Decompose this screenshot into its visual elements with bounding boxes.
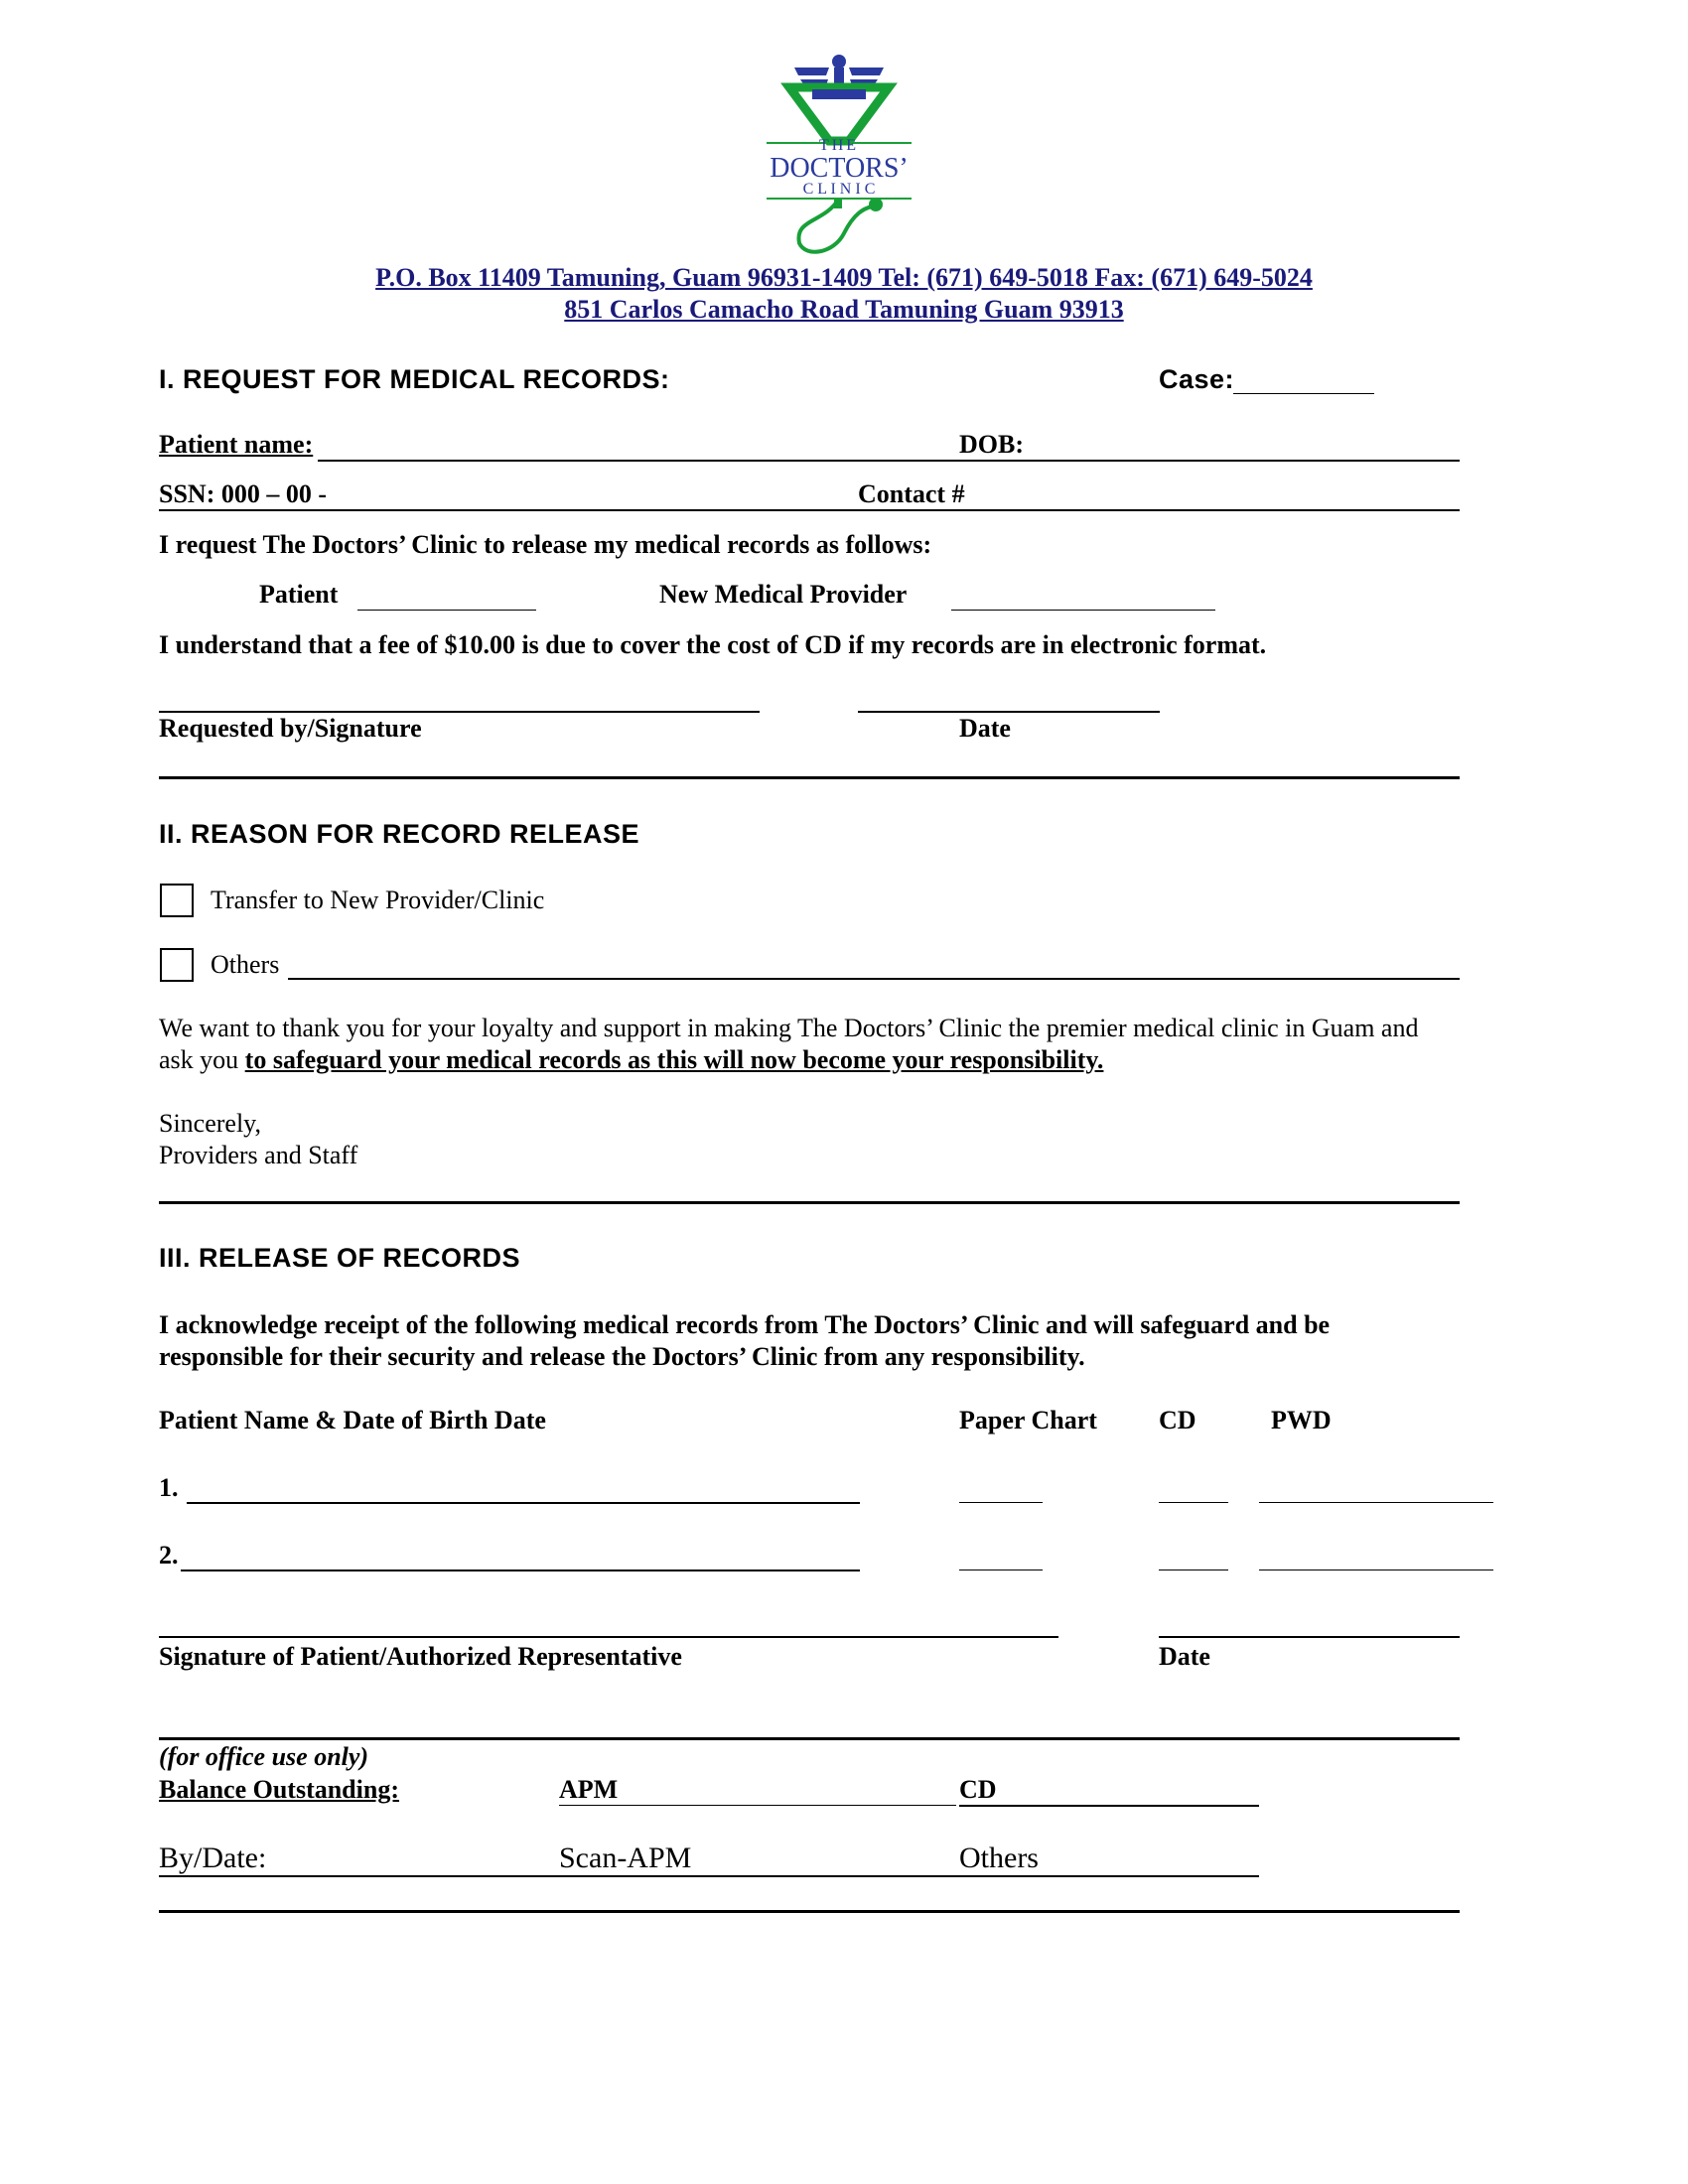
column-header-pwd: PWD	[1271, 1406, 1332, 1434]
patient-name-field[interactable]	[318, 460, 953, 462]
column-header-paper: Paper Chart	[959, 1406, 1097, 1434]
ssn-field[interactable]	[159, 509, 1460, 511]
patient-date-label: Date	[1159, 1642, 1210, 1671]
address-line-2: 851 Carlos Camacho Road Tamuning Guam 93913	[564, 295, 1124, 324]
office-cd-label: CD	[959, 1775, 997, 1804]
provider-option-field[interactable]	[951, 610, 1215, 611]
patient-date-field[interactable]	[1159, 1636, 1460, 1638]
records-row-1-pwd-field[interactable]	[1259, 1502, 1493, 1503]
logo-text-doctors: DOCTORS’	[770, 153, 909, 184]
records-row-1-paper-field[interactable]	[959, 1502, 1043, 1503]
dob-label: DOB:	[959, 430, 1024, 459]
contact-label: Contact #	[858, 479, 965, 508]
section-divider	[159, 1737, 1460, 1740]
office-cd-field[interactable]	[959, 1805, 1259, 1807]
apm-field[interactable]	[559, 1805, 956, 1806]
patient-option-field[interactable]	[357, 610, 536, 611]
logo-text-the: THE	[818, 137, 860, 154]
transfer-option-label: Transfer to New Provider/Clinic	[211, 886, 545, 914]
office-others-label: Others	[959, 1842, 1039, 1874]
section-divider	[159, 776, 1460, 779]
dob-field[interactable]	[953, 460, 1460, 462]
patient-signature-label: Signature of Patient/Authorized Representative	[159, 1642, 682, 1671]
column-header-cd: CD	[1159, 1406, 1196, 1434]
patient-signature-field[interactable]	[159, 1636, 1058, 1638]
safeguard-prefix: ask you	[159, 1045, 245, 1074]
thanks-text: We want to thank you for your loyalty and support in making The Doctors’ Clinic the premier medical clinic in Guam and	[159, 1014, 1419, 1042]
safeguard-text	[159, 1045, 1103, 1075]
others-field[interactable]	[288, 978, 1460, 980]
records-row-1-number: 1.	[159, 1473, 179, 1502]
section-divider	[159, 1201, 1460, 1204]
column-header-name: Patient Name & Date of Birth Date	[159, 1406, 546, 1434]
clinic-logo	[755, 50, 923, 258]
patient-name-label: Patient name:	[159, 430, 314, 459]
address-line-1: P.O. Box 11409 Tamuning, Guam 96931-1409 Tel: (671) 649-5018 Fax: (671) 649-5024	[375, 263, 1313, 292]
patient-option-label: Patient	[259, 580, 339, 609]
section3-title: III. RELEASE OF RECORDS	[159, 1243, 521, 1273]
others-checkbox[interactable]	[160, 948, 194, 982]
requested-by-label: Requested by/Signature	[159, 714, 422, 743]
case-label: Case:	[1159, 364, 1235, 394]
transfer-checkbox[interactable]	[160, 884, 194, 917]
records-row-1-name-field[interactable]	[187, 1502, 860, 1504]
closing-signoff: Providers and Staff	[159, 1141, 358, 1169]
section-divider	[159, 1910, 1460, 1913]
office-use-note: (for office use only)	[159, 1742, 369, 1771]
records-row-1-cd-field[interactable]	[1159, 1502, 1228, 1503]
acknowledgment-line-1: I acknowledge receipt of the following medical records from The Doctors’ Clinic and will safeguard and be	[159, 1310, 1331, 1339]
others-option-label: Others	[211, 950, 280, 979]
records-row-2-name-field[interactable]	[181, 1570, 860, 1571]
case-field[interactable]	[1233, 393, 1374, 394]
by-date-field[interactable]	[159, 1875, 1259, 1877]
records-row-2-number: 2.	[159, 1541, 179, 1570]
logo-text-clinic: C L I N I C	[802, 181, 876, 198]
acknowledgment-line-2: responsible for their security and release the Doctors’ Clinic from any responsibility.	[159, 1342, 1085, 1371]
closing-sincerely: Sincerely,	[159, 1109, 261, 1138]
release-request-text: I request The Doctors’ Clinic to release my medical records as follows:	[159, 530, 932, 559]
scan-apm-label: Scan-APM	[559, 1842, 692, 1874]
provider-option-label: New Medical Provider	[659, 580, 908, 609]
date-label: Date	[959, 714, 1011, 743]
safeguard-emphasis: to safeguard your medical records as this will now become your responsibility.	[244, 1045, 1104, 1074]
signature-field[interactable]	[159, 711, 760, 713]
balance-outstanding-label: Balance Outstanding:	[159, 1775, 399, 1804]
section2-title: II. REASON FOR RECORD RELEASE	[159, 819, 640, 849]
apm-label: APM	[559, 1775, 619, 1804]
fee-notice-text: I understand that a fee of $10.00 is due to cover the cost of CD if my records are in electronic format.	[159, 630, 1267, 659]
section1-title: I. REQUEST FOR MEDICAL RECORDS:	[159, 364, 670, 394]
by-date-label: By/Date:	[159, 1842, 267, 1874]
date-field[interactable]	[858, 711, 1160, 713]
ssn-label: SSN: 000 – 00 -	[159, 479, 328, 508]
